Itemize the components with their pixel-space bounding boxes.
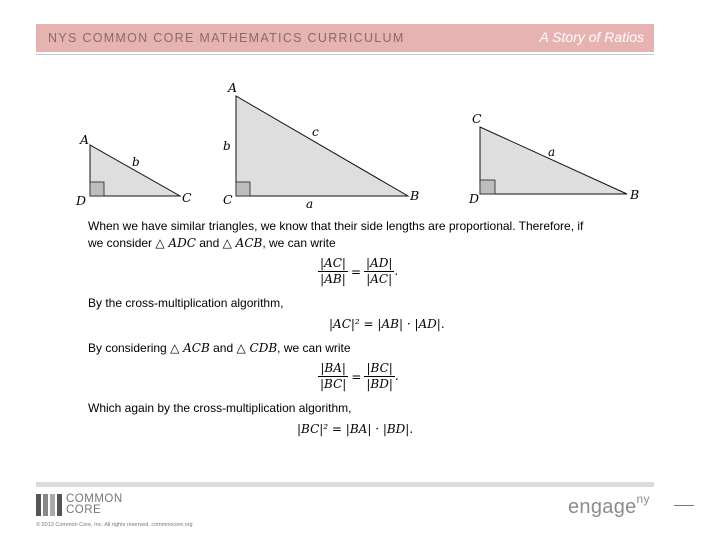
vertex-label: B — [410, 188, 420, 203]
paragraph-1-line-2: we consider △ ADC and △ ACB, we can write — [88, 236, 336, 250]
equation-3: $\frac{|BA|}{|BC|}$ = $\frac{|BC|}{|BD|}$ . — [320, 361, 399, 391]
side-label: c — [312, 125, 319, 139]
curriculum-title: NYS COMMON CORE MATHEMATICS CURRICULUM — [48, 31, 405, 45]
engageny-logo: engage$^{ny}$ — [568, 492, 650, 518]
paragraph-2: By the cross-multiplication algorithm, — [88, 296, 284, 310]
logo-text: COMMON CORE — [66, 493, 123, 516]
triangle-cdb — [468, 111, 639, 206]
equation-1: $\frac{|AC|}{|AB|}$ = $\frac{|AD|}{|AC|}$ . — [320, 256, 399, 286]
module-title: A Story of Ratios — [539, 29, 644, 45]
footer-divider — [36, 482, 654, 487]
logo-bar-icon — [43, 494, 48, 516]
equation-2: |AC|² = |AB| · |AD|. — [329, 317, 445, 331]
vertex-label: C — [182, 190, 192, 205]
vertex-label: B — [630, 187, 640, 202]
side-label: a — [306, 197, 314, 211]
logo-bar-icon — [50, 494, 55, 516]
vertex-label: A — [228, 80, 238, 95]
copyright-text: © 2013 Common Core, Inc. All rights reserved. commoncore.org — [36, 522, 193, 528]
triangle-adc — [75, 132, 192, 208]
side-label: a — [548, 145, 556, 159]
vertex-label: C — [472, 111, 482, 126]
vertex-label: D — [469, 191, 480, 206]
triangle-acb — [223, 80, 419, 211]
side-label: b — [223, 139, 231, 153]
paragraph-3: By considering △ ACB and △ CDB, we can write — [88, 341, 351, 355]
logo-bar-icon — [57, 494, 62, 516]
side-label: b — [132, 155, 140, 169]
vertex-label: A — [80, 132, 90, 147]
vertex-label: C — [223, 192, 233, 207]
paragraph-1-line-1: When we have similar triangles, we know that their side lengths are proportional. Therefore, if — [88, 219, 584, 233]
footer-dash — [674, 505, 694, 506]
paragraph-4: Which again by the cross-multiplication algorithm, — [88, 401, 352, 415]
vertex-label: D — [76, 193, 87, 208]
logo-bar-icon — [36, 494, 41, 516]
triangle-diagrams — [0, 0, 720, 220]
equation-4: |BC|² = |BA| · |BD|. — [297, 422, 414, 436]
